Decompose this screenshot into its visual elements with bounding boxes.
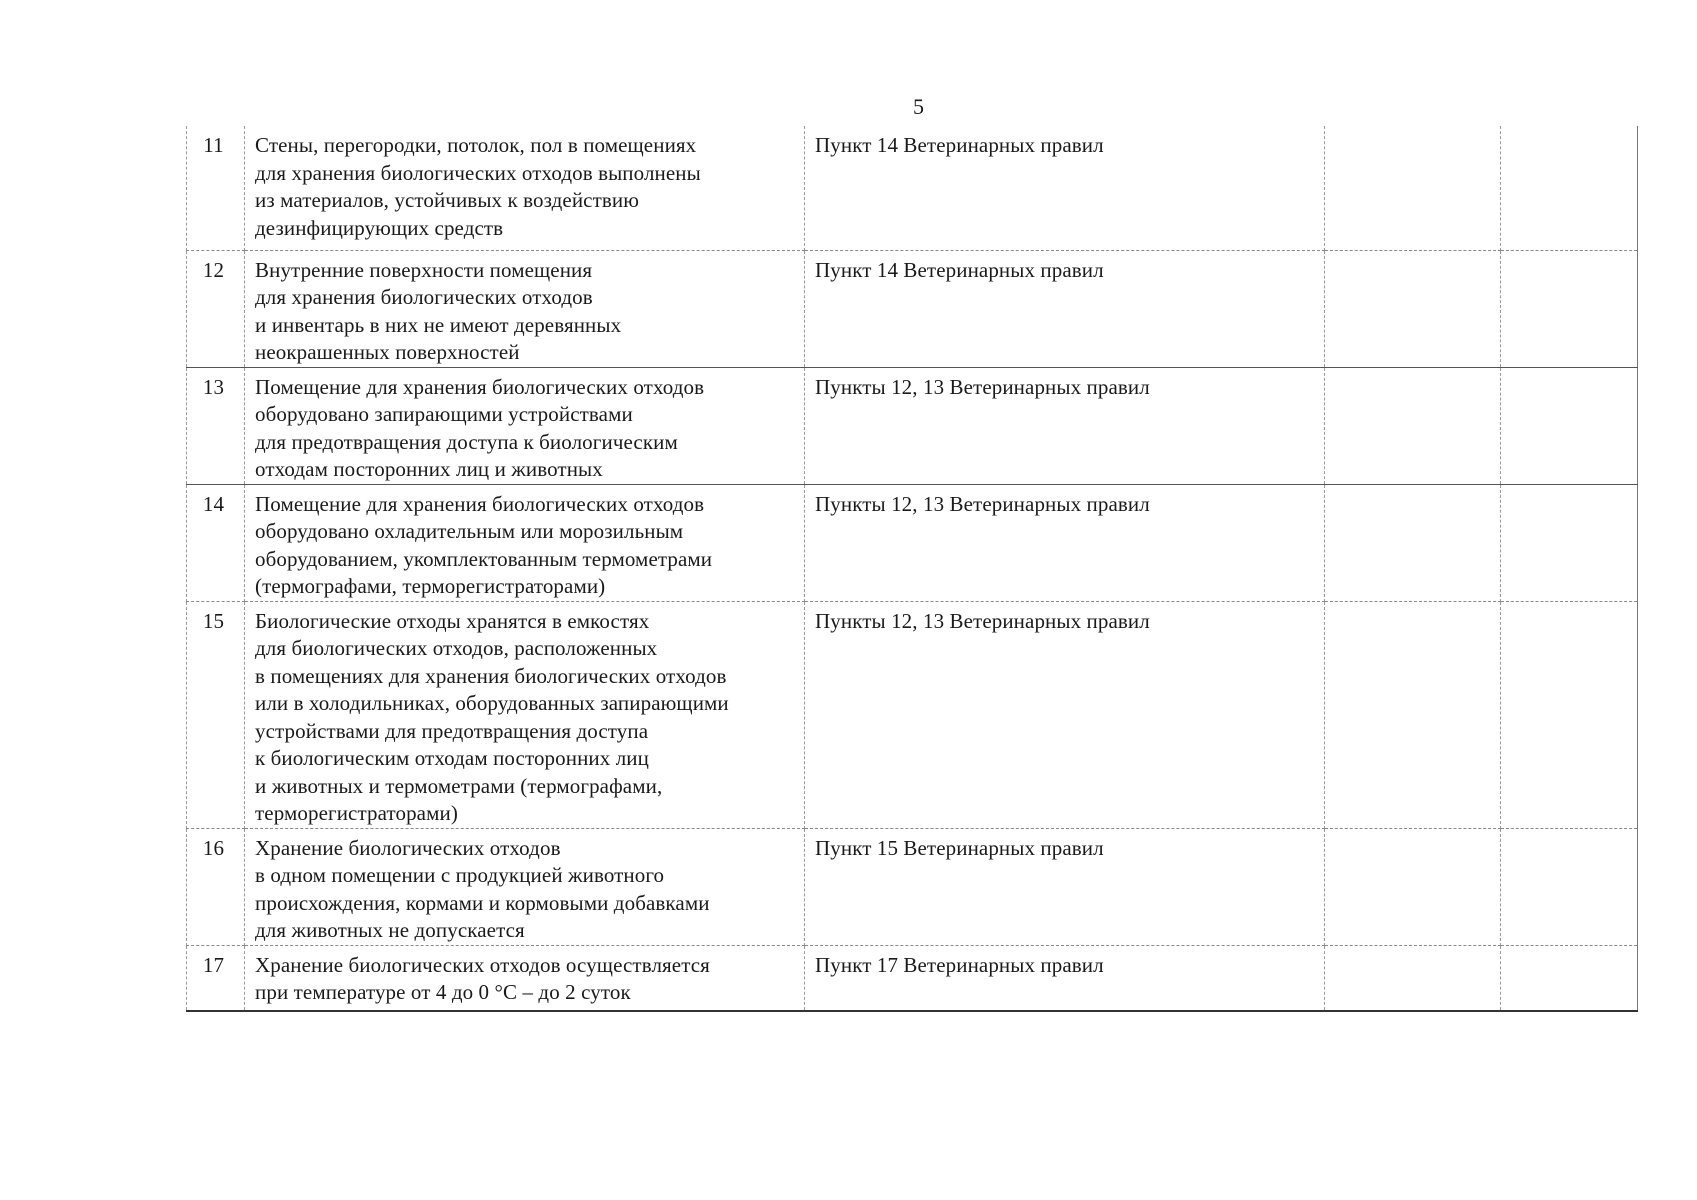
answer-cell — [1325, 945, 1501, 1011]
requirement-line: устройствами для предотвращения доступа — [255, 718, 649, 743]
answer-cell — [1325, 250, 1501, 367]
requirement-line: (термографами, терморегистраторами) — [255, 574, 606, 598]
requirement-line: для хранения биологических отходов — [255, 285, 593, 309]
row-number: 13 — [187, 367, 245, 484]
answer-cell — [1325, 484, 1501, 601]
requirement-line: терморегистраторами) — [255, 801, 458, 825]
note-cell — [1501, 601, 1638, 828]
answer-cell — [1325, 126, 1501, 250]
requirement-line: Помещение для хранения биологических отходов — [255, 491, 705, 516]
row-number: 14 — [187, 484, 245, 601]
requirements-table — [186, 126, 1638, 1012]
note-cell — [1501, 367, 1638, 484]
requirement-line: в одном помещении с продукцией животного — [255, 863, 665, 887]
legal-reference: Пункты 12, 13 Ветеринарных правил — [805, 367, 1325, 484]
requirement-line: Биологические отходы хранятся в емкостях — [255, 608, 650, 633]
requirement-line: дезинфицирующих средств — [255, 215, 504, 240]
legal-reference: Пункты 12, 13 Ветеринарных правил — [805, 484, 1325, 601]
requirement-line: для предотвращения доступа к биологическим — [255, 429, 678, 454]
requirement-text — [245, 484, 805, 601]
answer-cell — [1325, 601, 1501, 828]
requirement-line: неокрашенных поверхностей — [255, 340, 520, 364]
table-row — [187, 484, 1638, 601]
row-number: 11 — [187, 126, 245, 250]
requirement-line: в помещениях для хранения биологических отходов — [255, 663, 727, 688]
table-row — [187, 250, 1638, 367]
table-row — [187, 828, 1638, 945]
table-row — [187, 367, 1638, 484]
requirement-line: Хранение биологических отходов осуществляется — [255, 952, 710, 977]
page-number: 5 — [913, 94, 924, 119]
answer-cell — [1325, 367, 1501, 484]
table-row — [187, 126, 1638, 250]
requirement-text — [245, 601, 805, 828]
requirement-line: Хранение биологических отходов — [255, 835, 561, 860]
requirement-line: оборудованием, укомплектованным термометрами — [255, 546, 713, 571]
requirement-line: Стены, перегородки, потолок, пол в помещениях — [255, 133, 697, 157]
requirement-line: и животных и термометрами (термографами, — [255, 773, 663, 798]
row-number: 15 — [187, 601, 245, 828]
legal-reference: Пункты 12, 13 Ветеринарных правил — [805, 601, 1325, 828]
row-number: 12 — [187, 250, 245, 367]
requirement-text — [245, 945, 805, 1011]
note-cell — [1501, 126, 1638, 250]
note-cell — [1501, 250, 1638, 367]
requirement-line: оборудовано охладительным или морозильным — [255, 519, 684, 543]
requirement-line: отходам посторонних лиц и животных — [255, 457, 603, 481]
table-row — [187, 601, 1638, 828]
row-number: 17 — [187, 945, 245, 1011]
requirement-text — [245, 250, 805, 367]
requirement-line: при температуре от 4 до 0 °С – до 2 суток — [255, 980, 631, 1004]
requirement-line: происхождения, кормами и кормовыми добавками — [255, 890, 710, 915]
requirement-line: оборудовано запирающими устройствами — [255, 402, 633, 426]
legal-reference: Пункт 14 Ветеринарных правил — [805, 126, 1325, 250]
requirement-line: Внутренние поверхности помещения — [255, 257, 593, 282]
note-cell — [1501, 828, 1638, 945]
row-number: 16 — [187, 828, 245, 945]
note-cell — [1501, 945, 1638, 1011]
requirement-text — [245, 367, 805, 484]
note-cell — [1501, 484, 1638, 601]
requirement-line: для биологических отходов, расположенных — [255, 636, 658, 660]
table-row — [187, 945, 1638, 1011]
legal-reference: Пункт 15 Ветеринарных правил — [805, 828, 1325, 945]
requirement-text — [245, 828, 805, 945]
requirement-line: к биологическим отходам посторонних лиц — [255, 746, 649, 770]
requirement-line: Помещение для хранения биологических отходов — [255, 374, 705, 399]
requirement-line: из материалов, устойчивых к воздействию — [255, 188, 640, 212]
requirement-line: для животных не допускается — [255, 918, 525, 942]
answer-cell — [1325, 828, 1501, 945]
requirement-line: или в холодильниках, оборудованных запирающими — [255, 691, 729, 715]
requirement-line: и инвентарь в них не имеют деревянных — [255, 312, 622, 337]
legal-reference: Пункт 14 Ветеринарных правил — [805, 250, 1325, 367]
requirement-line: для хранения биологических отходов выполнены — [255, 160, 701, 185]
legal-reference: Пункт 17 Ветеринарных правил — [805, 945, 1325, 1011]
requirement-text — [245, 126, 805, 250]
